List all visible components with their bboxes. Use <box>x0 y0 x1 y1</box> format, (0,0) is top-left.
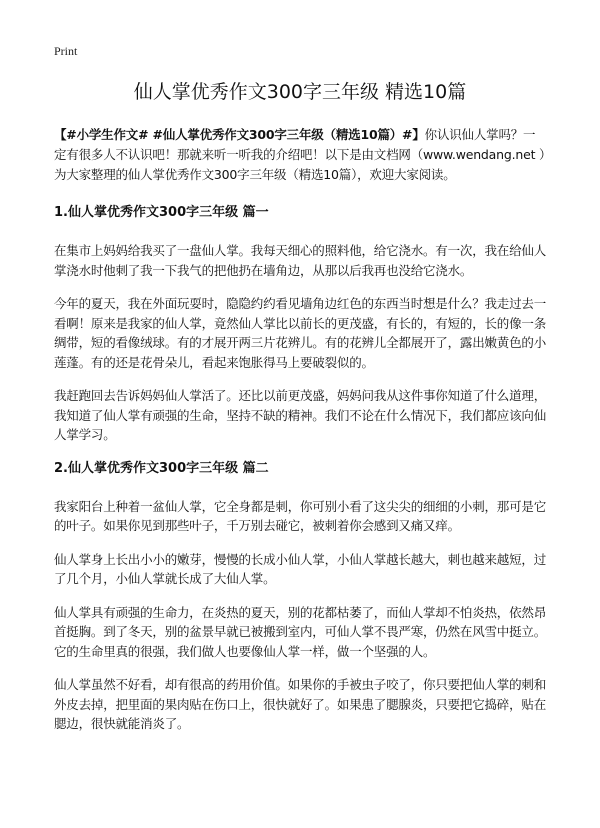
paragraph: 仙人掌虽然不好看，却有很高的药用价值。如果你的手被虫子咬了，你只要把仙人掌的刺和外皮去掉，把里面的果肉贴在伤口上，很快就好了。如果患了腮腺炎，只要把它捣碎，贴在腮边，很快就能消炎了。 <box>54 677 547 731</box>
section-2 <box>54 459 546 734</box>
paragraph: 我家阳台上种着一盆仙人掌，它全身都是刺，你可别小看了这尖尖的细细的小刺，那可是它的叶子。如果你见到那些叶子，千万别去碰它，被刺着你会感到又痛又痒。 <box>54 498 547 533</box>
paragraph: 仙人掌身上长出小小的嫩芽，慢慢的长成小仙人掌，小仙人掌越长越大，刺也越来越短，过了几个月，小仙人掌就长成了大仙人掌。 <box>54 551 547 586</box>
section-title: 2.仙人掌优秀作文300字三年级 篇二 <box>54 460 269 476</box>
section-1 <box>54 203 546 445</box>
paragraph: 我赶跑回去告诉妈妈仙人掌活了。还比以前更茂盛，妈妈问我从这件事你知道了什么道理，我知道了仙人掌有顽强的生命，坚持不缺的精神。我们不论在什么情况下，我们都应该向仙人掌学习。 <box>54 388 547 442</box>
section-title: 1.仙人掌优秀作文300字三年级 篇一 <box>54 205 269 220</box>
paragraph: 在集市上妈妈给我买了一盘仙人掌。我每天细心的照料他，给它浇水。有一次，我在给仙人掌浇水时他刺了我一下我气的把他扔在墙角边，从那以后我再也没给它浇水。 <box>54 243 547 278</box>
paragraph: 今年的夏天，我在外面玩耍时，隐隐约约看见墙角边红色的东西当时想是什么？我走过去一看啊！原来是我家的仙人掌，竟然仙人掌比以前长的更茂盛，有长的，有短的，长的像一条绸带，短的看像绒球。有的才展开两三片花辨儿。有的花辨儿全都展开了，露出嫩黄色的小莲蓬。有的还是花骨朵儿，看起来饱胀得马上要破裂似的。 <box>54 296 547 370</box>
intro-text: 你认识仙人掌吗？一定有很多人不认识吧！那就来听一听我的介绍吧！以下是由文档网（www.wendang.net ）为大家整理的仙人掌优秀作文300字三年级（精选10篇），欢迎大家阅读。 <box>54 127 546 182</box>
page-title: 仙人掌优秀作文300字三年级 精选10篇 <box>133 81 467 103</box>
intro-paragraph <box>54 125 546 185</box>
intro-tag: 【#小学生作文# #仙人掌优秀作文300字三年级（精选10篇）#】 <box>54 127 425 142</box>
paragraph: 仙人掌具有顽强的生命力，在炎热的夏天，别的花都枯萎了，而仙人掌却不怕炎热，依然昂首挺胸。到了冬天，别的盆景早就已被搬到室内，可仙人掌不畏严寒，仍然在风雪中挺立。它的生命里真的很强，我们做人也要像仙人掌一样，做一个坚强的人。 <box>54 604 547 659</box>
print-link[interactable]: Print <box>54 44 78 58</box>
